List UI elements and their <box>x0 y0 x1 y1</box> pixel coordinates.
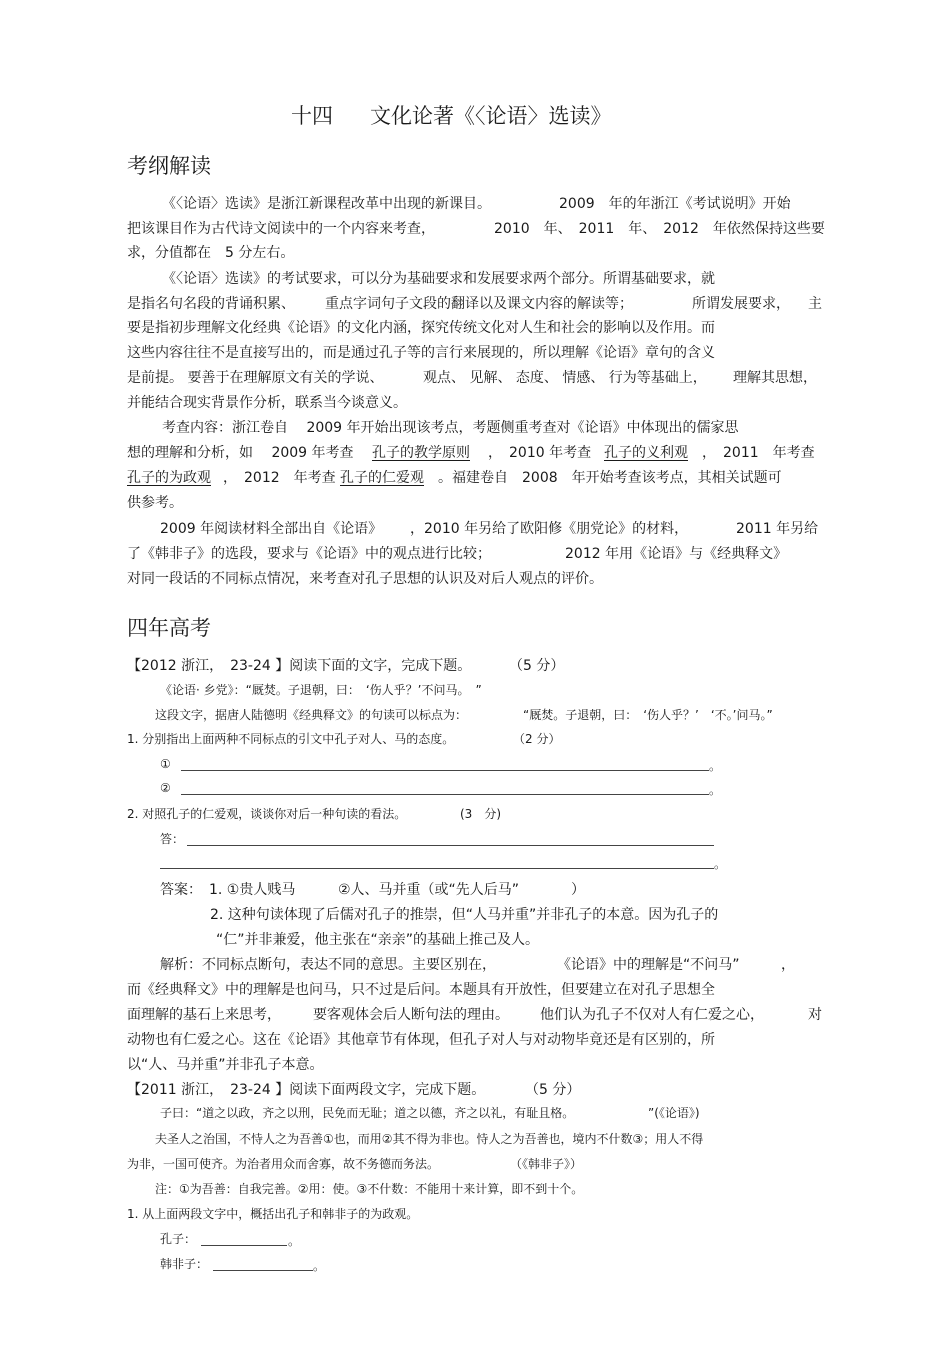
analysis-text: 面理解的基石上来思考， <box>127 1007 281 1023</box>
text-line: 对同一段话的不同标点情况，来考查对孔子思想的认识及对后人观点的评价。 <box>127 571 603 587</box>
quote-text: 夫圣人之治国，不恃人之为吾善①也，而用②其不得为非也。恃人之为吾善也，境内不什数③；用人不得 <box>155 1132 704 1146</box>
circle-two: ② <box>160 781 171 795</box>
answer-label: 韩非子： <box>160 1257 209 1271</box>
note-text: 注：①为吾善：自我完善。②用：使。③不什数：不能用十来计算，即不到十个。 <box>155 1182 584 1196</box>
answer-label: 答： <box>160 832 185 846</box>
text-line: 观点、 见解、 态度、 情感、 行为等基础上， <box>423 370 707 386</box>
quote-source: （《韩非子》） <box>510 1157 583 1171</box>
quote-text: 《论语· 乡党》：“厩焚。子退朝，曰： ‘伤人乎？’不问马。 ” <box>160 683 482 697</box>
question-header: 【2012 浙江， 23-24 】阅读下面的文字，完成下题。 <box>127 658 472 674</box>
text-line: 供参考。 <box>127 495 183 511</box>
answer-text: ） <box>571 882 585 898</box>
text-line: 求，分值都在 5 分左右。 <box>127 245 295 261</box>
analysis-text: ， <box>781 957 795 973</box>
underlined-term: 孔子的义利观 <box>604 445 688 461</box>
text-line: 2009 年的年浙江《考试说明》开始 <box>559 196 791 212</box>
text-line: 把该课目作为古代诗文阅读中的一个内容来考查， <box>127 221 435 237</box>
question-1: 1. 从上面两段文字中，概括出孔子和韩非子的为政观。 <box>127 1207 419 1221</box>
answer-blank-line[interactable] <box>181 794 709 795</box>
section-heading-exams: 四年高考 <box>127 616 211 640</box>
section-heading-outline: 考纲解读 <box>127 154 211 178</box>
text-line: 想的理解和分析，如 2009 年考查 <box>127 445 354 461</box>
period: 。 <box>288 1234 301 1248</box>
answer-blank-line[interactable] <box>181 770 709 771</box>
text-line: 《〈论语〉选读》的考试要求，可以分为基础要求和发展要求两个部分。所谓基础要求，就 <box>162 271 715 287</box>
question-1: 1. 分别指出上面两种不同标点的引文中孔子对人、马的态度。 <box>127 732 455 746</box>
text-line: 2009 年阅读材料全部出自《论语》 <box>160 521 383 537</box>
text-line: 。福建卷自 2008 年开始考查该考点，其相关试题可 <box>438 470 782 486</box>
question-score: (3 分) <box>460 807 501 821</box>
answer-text: 2. 这种句读体现了后儒对孔子的推崇，但“人马并重”并非孔子的本意。因为孔子的 <box>210 907 719 923</box>
title-number: 十四 <box>291 104 333 128</box>
text-line: ， 2012 年考查 <box>223 470 336 486</box>
question-score: （2 分） <box>513 732 561 746</box>
question-score: （5 分） <box>525 1082 581 1098</box>
answer-blank-line[interactable] <box>187 845 714 846</box>
period: 。 <box>714 857 727 871</box>
answer-blank-line[interactable] <box>201 1245 287 1246</box>
text-line: 是前提。 要善于在理解原文有关的学说、 <box>127 370 384 386</box>
page-title: 文化论著《〈论语〉选读》 <box>370 104 612 128</box>
text-line: 主 <box>808 296 822 312</box>
text-line: 重点字词句子文段的翻译以及课文内容的解读等； <box>325 296 633 312</box>
question-score: （5 分） <box>509 658 565 674</box>
answer-label: 孔子： <box>160 1232 197 1246</box>
text-line: 2010 年、 2011 年、 2012 年依然保持这些要 <box>494 221 825 237</box>
text-line: ，2010 年另给了欧阳修《朋党论》的材料， <box>410 521 689 537</box>
note-text: 这段文字，据唐人陆德明《经典释文》的句读可以标点为： <box>155 708 468 722</box>
answer-blank-line[interactable] <box>160 868 714 869</box>
analysis-text: 他们认为孔子不仅对人有仁爱之心， <box>540 1007 764 1023</box>
text-line: 考查内容：浙江卷自 2009 年开始出现该考点，考题侧重考查对《论语》中体现出的儒家思 <box>162 420 739 436</box>
text-line: 《〈论语〉选读》是浙江新课程改革中出现的新课目。 <box>162 196 491 212</box>
analysis-text: 以“人、马并重”并非孔子本意。 <box>127 1057 324 1073</box>
underlined-term: 孔子的仁爱观 <box>340 470 424 486</box>
text-line: 要是指初步理解文化经典《论语》的文化内涵，探究传统文化对人生和社会的影响以及作用。而 <box>127 320 715 336</box>
underlined-term: 孔子的教学原则 <box>372 445 470 461</box>
text-line: 了《韩非子》的选段，要求与《论语》中的观点进行比较； <box>127 546 491 562</box>
circle-one: ① <box>160 757 171 771</box>
text-line: 并能结合现实背景作分析，联系当今谈意义。 <box>127 395 407 411</box>
analysis-text: 对 <box>808 1007 822 1023</box>
text-line: 2012 年用《论语》与《经典释文》 <box>565 546 788 562</box>
note-text: “厩焚。子退朝，曰： ‘伤人乎？’ ‘不。’问马。” <box>523 708 773 722</box>
analysis-text: 要客观体会后人断句法的理由。 <box>313 1007 509 1023</box>
quote-text: 为非，一国可使齐。为治者用众而舍寡，故不务德而务法。 <box>127 1157 440 1171</box>
analysis-text: 解析：不同标点断句，表达不同的意思。主要区别在， <box>160 957 496 973</box>
text-line: ， 2010 年考查 <box>488 445 592 461</box>
underlined-term: 孔子的为政观 <box>127 470 211 486</box>
analysis-text: 《论语》中的理解是“不问马” <box>557 957 740 973</box>
text-line: ， 2011 年考查 <box>702 445 815 461</box>
answer-text: 答案： 1. ①贵人贱马 <box>160 882 296 898</box>
period: 。 <box>709 759 722 773</box>
answer-text: ②人、马并重（或“先人后马” <box>338 882 520 898</box>
text-line: 是指名句名段的背诵积累、 <box>127 296 295 312</box>
quote-source: ”(《论语》) <box>648 1106 700 1120</box>
period: 。 <box>313 1259 326 1273</box>
analysis-text: 动物也有仁爱之心。这在《论语》其他章节有体现，但孔子对人与对动物毕竟还是有区别的，所 <box>127 1032 715 1048</box>
text-line: 这些内容往往不是直接写出的，而是通过孔子等的言行来展现的，所以理解《论语》章句的含义 <box>127 345 715 361</box>
answer-blank-line[interactable] <box>213 1270 313 1271</box>
text-line: 所谓发展要求， <box>692 296 790 312</box>
answer-text: “仁”并非兼爱，他主张在“亲亲”的基础上推己及人。 <box>216 932 540 948</box>
text-line: 理解其思想， <box>733 370 817 386</box>
analysis-text: 而《经典释文》中的理解是也问马，只不过是后问。本题具有开放性，但要建立在对孔子思想全 <box>127 982 715 998</box>
question-header: 【2011 浙江， 23-24 】阅读下面两段文字，完成下题。 <box>127 1082 486 1098</box>
question-2: 2. 对照孔子的仁爱观，谈谈你对后一种句读的看法。 <box>127 807 407 821</box>
period: 。 <box>709 783 722 797</box>
text-line: 2011 年另给 <box>736 521 819 537</box>
quote-text: 子曰：“道之以政，齐之以刑，民免而无耻；道之以德，齐之以礼，有耻且格。 <box>160 1106 575 1120</box>
